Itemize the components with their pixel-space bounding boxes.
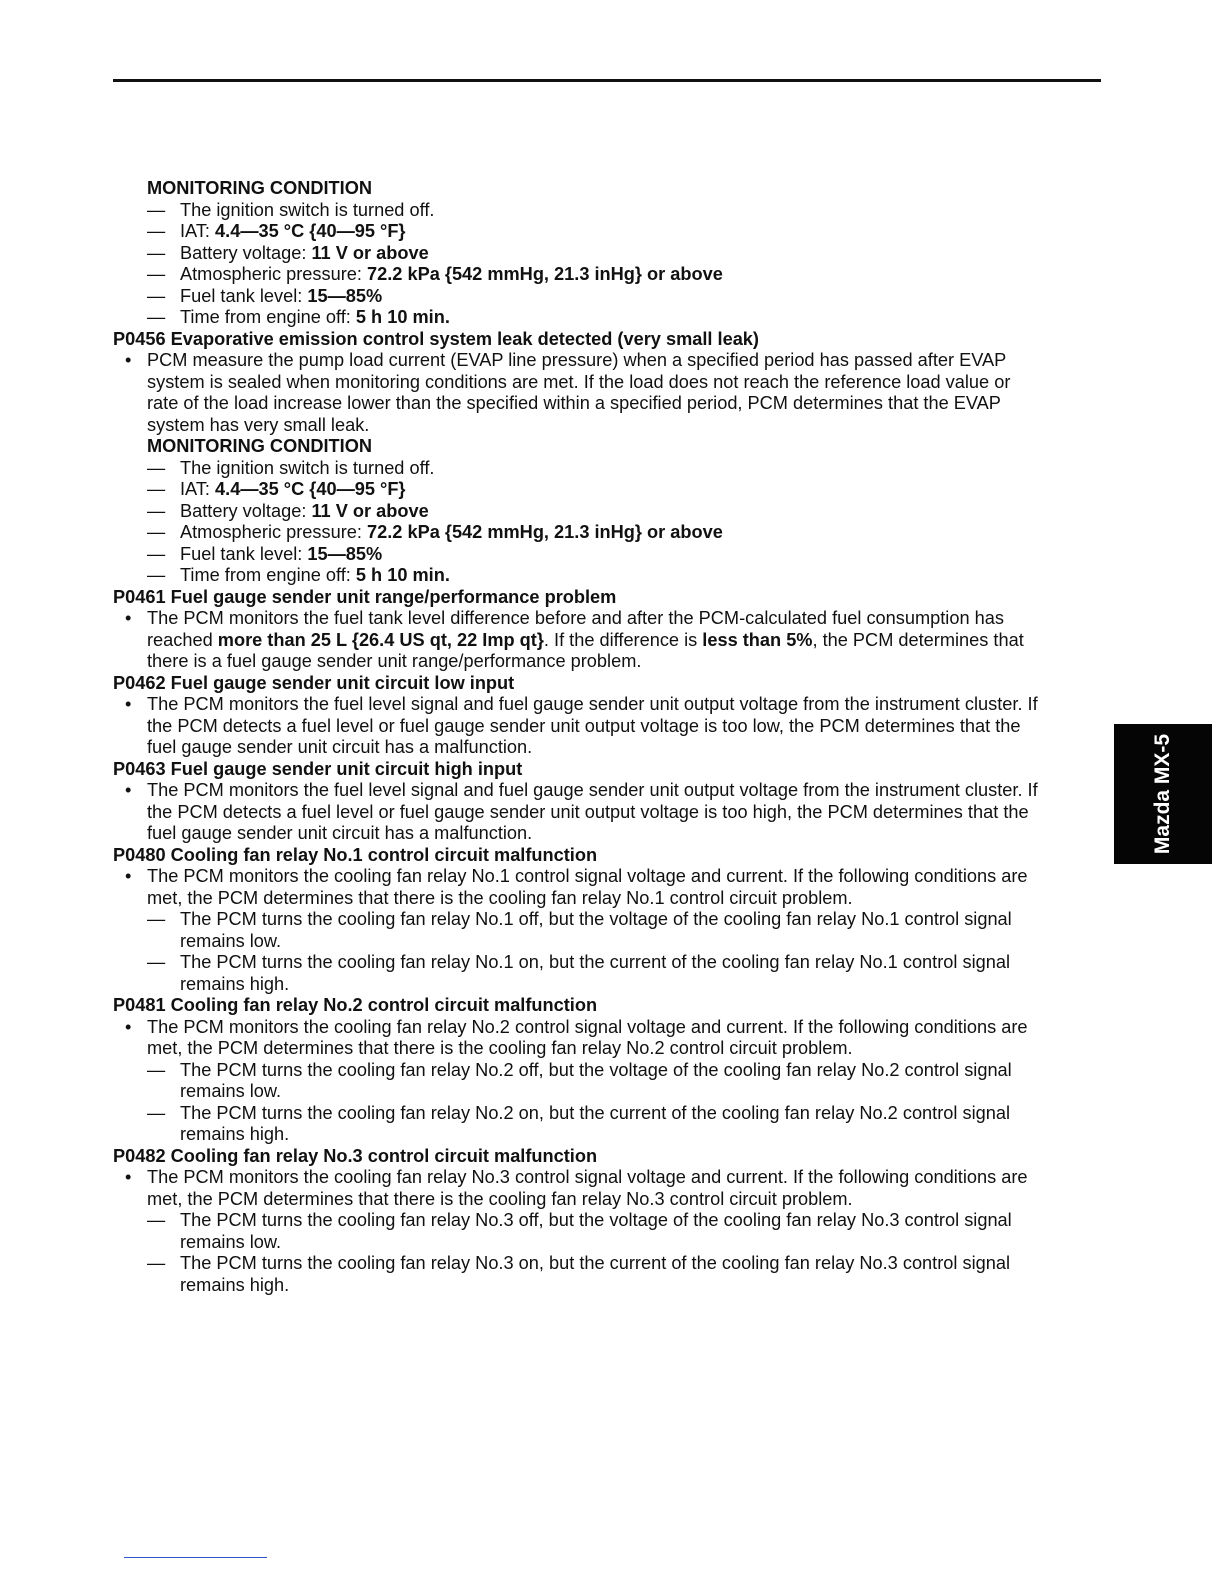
text-segment: P0456 Evaporative emission control system leak detected (very small leak) (113, 328, 759, 349)
continuation-line (113, 651, 1098, 673)
dash-marker: — (147, 285, 166, 306)
text-segment: The PCM monitors the fuel tank level difference before and after the PCM-calculated fuel consumption has (147, 608, 1004, 628)
text-segment: Battery voltage: (180, 242, 312, 263)
text-segment: there is a fuel gauge sender unit range/performance problem. (147, 651, 642, 671)
dash-marker: — (147, 199, 166, 220)
bullet-item (113, 780, 1098, 802)
side-tab (1114, 724, 1212, 864)
condition-item (113, 200, 1098, 222)
bullet-item (113, 1017, 1098, 1039)
text-segment: IAT: (180, 221, 216, 241)
bold-value: 15—85% (307, 543, 383, 564)
continuation-line (113, 823, 1098, 845)
dash-marker: — (147, 457, 166, 478)
dash-marker: — (147, 522, 166, 542)
text-segment: The PCM monitors the cooling fan relay No.3 control signal voltage and current. If the following conditions are (147, 1167, 1028, 1187)
bullet-item (113, 1167, 1098, 1189)
text-segment: The PCM turns the cooling fan relay No.1 off, but the voltage of the cooling fan relay No.1 control signal (180, 909, 1012, 929)
text-segment: PCM measure the pump load current (EVAP line pressure) when a specified period has passed after EVAP (147, 350, 1007, 370)
text-segment: MONITORING CONDITION (147, 178, 372, 198)
dtc-heading (113, 759, 1098, 781)
continuation-line (113, 372, 1098, 394)
text-segment: The PCM turns the cooling fan relay No.2 on, but the current of the cooling fan relay No.2 control signal (180, 1102, 1011, 1123)
bold-value: 4.4—35 °C {40—95 °F} (215, 221, 406, 241)
text-segment: The PCM turns the cooling fan relay No.1 on, but the current of the cooling fan relay No.1 control signal (180, 952, 1011, 972)
dtc-heading (113, 329, 1098, 351)
text-segment: the PCM detects a fuel level or fuel gauge sender unit output voltage is too high, the PCM determines that the (147, 801, 1029, 822)
bold-value: 15—85% (307, 285, 383, 306)
bold-value: 72.2 kPa {542 mmHg, 21.3 inHg} or above (367, 522, 723, 542)
text-segment: P0463 Fuel gauge sender unit circuit high input (113, 758, 523, 779)
condition-item (113, 307, 1098, 329)
text-segment: met, the PCM determines that there is the cooling fan relay No.3 control circuit problem. (147, 1188, 853, 1209)
bold-value: 11 V or above (311, 500, 429, 521)
dash-marker: — (147, 543, 166, 564)
continuation-line (113, 1189, 1098, 1211)
condition-item (113, 1060, 1098, 1082)
document-body (113, 178, 1098, 1296)
text-segment: met, the PCM determines that there is the cooling fan relay No.2 control circuit problem. (147, 1038, 853, 1058)
continuation-line (113, 1081, 1098, 1103)
bullet-item (113, 866, 1098, 888)
text-segment: remains high. (180, 1274, 290, 1295)
dash-marker: — (147, 565, 166, 585)
monitoring-condition-heading (113, 436, 1098, 458)
condition-item (113, 952, 1098, 974)
text-segment: The PCM turns the cooling fan relay No.2 off, but the voltage of the cooling fan relay No.2 control signal (180, 1059, 1012, 1080)
continuation-line (113, 1232, 1098, 1254)
bullet-item (113, 694, 1098, 716)
text-segment: P0481 Cooling fan relay No.2 control circuit malfunction (113, 995, 598, 1015)
continuation-line (113, 1275, 1098, 1297)
bullet-marker: • (125, 1016, 132, 1037)
dtc-heading (113, 587, 1098, 609)
header-rule (113, 79, 1101, 82)
text-segment: The PCM monitors the cooling fan relay No.2 control signal voltage and current. If the following conditions are (147, 1016, 1028, 1037)
dtc-heading (113, 845, 1098, 867)
side-tab-label: Mazda MX-5 (1151, 733, 1174, 855)
text-segment: fuel gauge sender unit circuit has a malfunction. (147, 737, 533, 757)
condition-item (113, 1210, 1098, 1232)
text-segment: The PCM monitors the fuel level signal and fuel gauge sender unit output voltage from the instrument cluster. If (147, 694, 1038, 714)
condition-item (113, 544, 1098, 566)
continuation-line (113, 888, 1098, 910)
continuation-line (113, 716, 1098, 738)
bullet-marker: • (125, 694, 132, 714)
bold-value: 5 h 10 min. (355, 307, 450, 327)
continuation-line (113, 974, 1098, 996)
text-segment: Atmospheric pressure: (180, 522, 367, 542)
bullet-marker: • (125, 1167, 132, 1187)
condition-item (113, 479, 1098, 501)
text-segment: Battery voltage: (180, 500, 312, 521)
bullet-item (113, 350, 1098, 372)
dash-marker: — (147, 1102, 166, 1123)
text-segment: IAT: (180, 479, 216, 499)
text-segment: P0462 Fuel gauge sender unit circuit low input (113, 672, 515, 693)
continuation-line (113, 737, 1098, 759)
text-segment: remains high. (180, 973, 290, 994)
dash-marker: — (147, 1253, 166, 1273)
text-segment: reached (147, 629, 218, 650)
bullet-item (113, 608, 1098, 630)
bold-value: less than 5% (702, 629, 813, 650)
text-segment: system is sealed when monitoring conditions are met. If the load does not reach the reference load value or (147, 371, 1011, 392)
text-segment: the PCM detects a fuel level or fuel gauge sender unit output voltage is too low, the PCM determines that the (147, 715, 1021, 736)
text-segment: remains low. (180, 1081, 282, 1101)
text-segment: Time from engine off: (180, 307, 356, 327)
footer-rule (124, 1557, 267, 1558)
dash-marker: — (147, 500, 166, 521)
condition-item (113, 1103, 1098, 1125)
text-segment: The PCM turns the cooling fan relay No.3 off, but the voltage of the cooling fan relay No.3 control signal (180, 1210, 1012, 1230)
text-segment: Atmospheric pressure: (180, 264, 367, 284)
dash-marker: — (147, 264, 166, 284)
continuation-line (113, 802, 1098, 824)
text-segment: P0482 Cooling fan relay No.3 control circuit malfunction (113, 1145, 598, 1166)
condition-item (113, 501, 1098, 523)
text-segment: Fuel tank level: (180, 543, 308, 564)
bullet-marker: • (125, 608, 132, 628)
continuation-line (113, 630, 1098, 652)
dash-marker: — (147, 242, 166, 263)
condition-item (113, 522, 1098, 544)
condition-item (113, 221, 1098, 243)
text-segment: P0461 Fuel gauge sender unit range/performance problem (113, 586, 617, 607)
condition-item (113, 565, 1098, 587)
dtc-heading (113, 1146, 1098, 1168)
text-segment: remains high. (180, 1124, 290, 1144)
condition-item (113, 264, 1098, 286)
text-segment: The PCM monitors the fuel level signal and fuel gauge sender unit output voltage from the instrument cluster. If (147, 780, 1038, 800)
condition-item (113, 286, 1098, 308)
dash-marker: — (147, 221, 166, 241)
dash-marker: — (147, 479, 166, 499)
text-segment: MONITORING CONDITION (147, 436, 372, 456)
continuation-line (113, 415, 1098, 437)
bold-value: 4.4—35 °C {40—95 °F} (215, 479, 406, 499)
text-segment: Time from engine off: (180, 565, 356, 585)
text-segment: system has very small leak. (147, 414, 370, 435)
bullet-marker: • (125, 780, 132, 800)
text-segment: Fuel tank level: (180, 285, 308, 306)
dash-marker: — (147, 1210, 166, 1230)
dash-marker: — (147, 909, 166, 929)
text-segment: The ignition switch is turned off. (180, 199, 435, 220)
continuation-line (113, 1124, 1098, 1146)
dtc-heading (113, 995, 1098, 1017)
text-segment: The PCM monitors the cooling fan relay No.1 control signal voltage and current. If the following conditions are (147, 866, 1028, 886)
text-segment: remains low. (180, 1231, 282, 1252)
text-segment: rate of the load increase lower than the specified within a specified period, PCM determines that the EVAP (147, 393, 1001, 413)
dash-marker: — (147, 952, 166, 972)
bullet-marker: • (125, 350, 132, 370)
condition-item (113, 1253, 1098, 1275)
bold-value: 11 V or above (311, 242, 429, 263)
text-segment: met, the PCM determines that there is the cooling fan relay No.1 control circuit problem. (147, 887, 853, 908)
continuation-line (113, 1038, 1098, 1060)
text-segment: The ignition switch is turned off. (180, 457, 435, 478)
bold-value: 5 h 10 min. (355, 565, 450, 585)
dtc-heading (113, 673, 1098, 695)
text-segment: , the PCM determines that (812, 629, 1024, 650)
text-segment: The PCM turns the cooling fan relay No.3 on, but the current of the cooling fan relay No.3 control signal (180, 1253, 1011, 1273)
dash-marker: — (147, 1059, 166, 1080)
bold-value: 72.2 kPa {542 mmHg, 21.3 inHg} or above (367, 264, 723, 284)
text-segment: P0480 Cooling fan relay No.1 control circuit malfunction (113, 844, 598, 865)
condition-item (113, 243, 1098, 265)
text-segment: fuel gauge sender unit circuit has a malfunction. (147, 823, 533, 843)
continuation-line (113, 393, 1098, 415)
bold-value: more than 25 L {26.4 US qt, 22 Imp qt} (217, 629, 544, 650)
continuation-line (113, 931, 1098, 953)
text-segment: . If the difference is (543, 629, 703, 650)
dash-marker: — (147, 307, 166, 327)
text-segment: remains low. (180, 930, 282, 951)
condition-item (113, 909, 1098, 931)
monitoring-condition-heading (113, 178, 1098, 200)
condition-item (113, 458, 1098, 480)
bullet-marker: • (125, 866, 132, 886)
